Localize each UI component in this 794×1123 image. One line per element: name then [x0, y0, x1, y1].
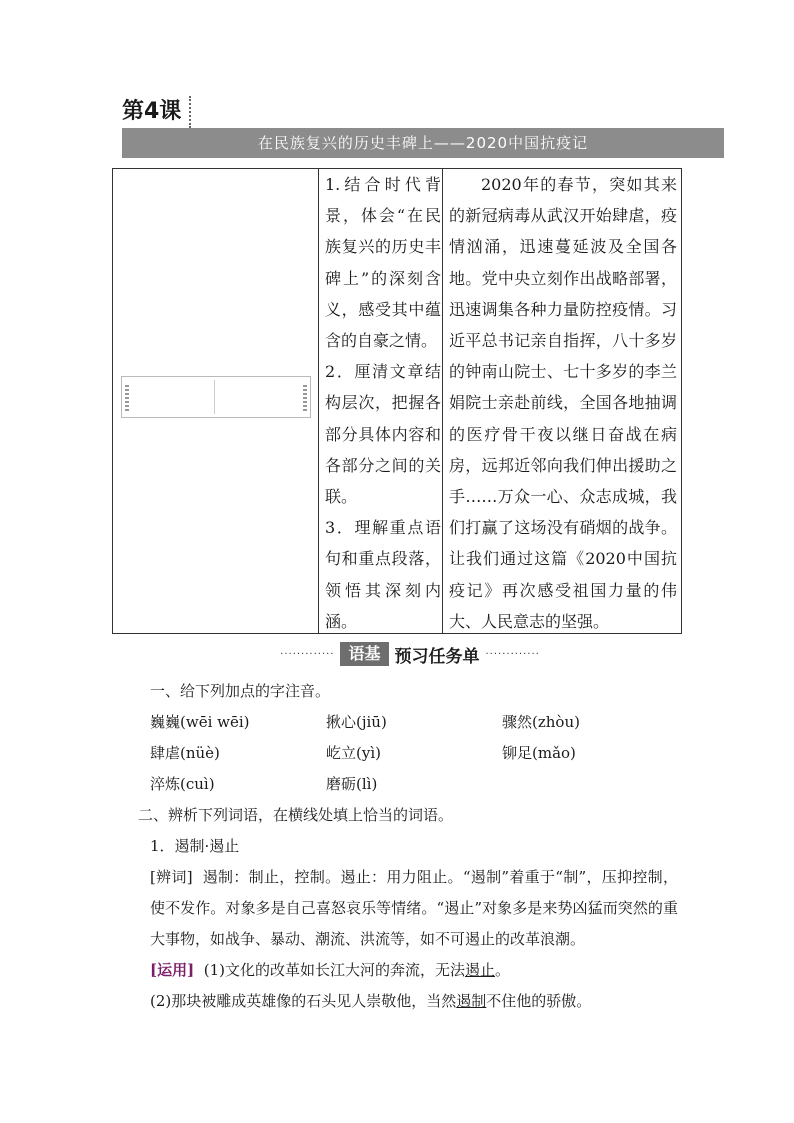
bianci-text: 遏制：制止，控制。遏止：用力阻止。“遏制”着重于“制”，压抑控制，使不发作。对象多是自己喜怒哀乐等情绪。“遏止”对象多是来势凶猛而突然的重大事物，如战争、暴动、潮流、洪流等，如不可遏止的改革浪潮。 — [150, 868, 678, 948]
exercise-text: (1)文化的改革如长江大河的奔流，无法 — [203, 961, 465, 979]
exercise-text: 。 — [495, 961, 511, 979]
exercise-2 — [150, 986, 678, 1017]
pinyin-item: 铆足(mǎo) — [502, 744, 576, 762]
pinyin-item: 巍巍(wēi wēi) — [150, 713, 250, 731]
word-pair-title: 1．遏制·遏止 — [150, 837, 240, 855]
pinyin-row — [150, 707, 678, 738]
exercise-1 — [150, 955, 678, 986]
pinyin-item: 淬炼(cuì) — [150, 775, 215, 793]
lesson-number: 第4课 — [122, 96, 191, 128]
column-divider — [318, 169, 319, 633]
pinyin-item: 肆虐(nüè) — [150, 744, 220, 762]
pinyin-item: 揪心(jiū) — [326, 713, 387, 731]
pinyin-row — [150, 738, 678, 769]
goal-item: 3．理解重点语句和重点段落，领悟其深刻内涵。 — [325, 518, 441, 631]
answer-blank: 遏止 — [465, 961, 496, 979]
task2-heading: 二、辨析下列词语，在横线处填上恰当的词语。 — [138, 806, 454, 824]
task1-heading: 一、给下列加点的字注音。 — [150, 682, 331, 700]
learning-goals — [325, 169, 441, 637]
section-header — [262, 638, 558, 670]
pinyin-item — [502, 769, 678, 800]
exercise-text: 不住他的骄傲。 — [486, 992, 592, 1010]
exercise-text: (2)那块被雕成英雄像的石头见人崇敬他，当然 — [150, 992, 457, 1010]
pinyin-item: 骤然(zhòu) — [502, 713, 580, 731]
bianci-label: [辨词] — [150, 868, 193, 886]
dotted-rule-right: ············· — [485, 648, 540, 660]
answer-blank: 遏制 — [456, 992, 487, 1010]
section-title: 预习任务单 — [394, 646, 480, 667]
thumbnail-vertical-text-right — [303, 385, 307, 411]
yunyong-label: [运用] — [150, 961, 195, 979]
column-divider — [442, 169, 443, 633]
goal-item: 1.结合时代背景，体会“在民族复兴的历史丰碑上”的深刻含义，感受其中蕴含的自豪之情。 — [325, 175, 441, 351]
intro-table — [112, 168, 682, 634]
summary-text: 2020年的春节，突如其来的新冠病毒从武汉开始肆虐，疫情汹涌，迅速蔓延波及全国各地。党中央立刻作出战略部署，迅速调集各种力量防控疫情。习近平总书记亲自指挥，八十多岁的钟南山院士、七十多岁的李兰娟院士亲赴前线，全国各地抽调的医疗骨干夜以继日奋战在病房，远邦近邻向我们伸出援助之手……万众一心、众志成城，我们打赢了这场没有硝烟的战争。让我们通过这篇《2020中国抗疫记》再次感受祖国力量的伟大、人民意志的坚强。 — [449, 175, 677, 631]
lesson-title-banner: 在民族复兴的历史丰碑上——2020中国抗疫记 — [122, 128, 724, 158]
word-distinction — [150, 862, 678, 955]
thumbnail-vertical-text-left — [125, 385, 129, 411]
lesson-summary — [449, 169, 677, 637]
dotted-rule-left: ············· — [280, 648, 335, 660]
thumbnail-image — [121, 376, 311, 418]
pinyin-item: 磨砺(lì) — [326, 775, 378, 793]
task-list — [138, 676, 678, 1017]
thumbnail-divider — [214, 380, 215, 414]
pinyin-item: 屹立(yì) — [326, 744, 381, 762]
pinyin-row — [150, 769, 678, 800]
goal-item: 2．厘清文章结构层次，把握各部分具体内容和各部分之间的关联。 — [325, 362, 441, 507]
section-badge: 语基 — [340, 642, 388, 666]
